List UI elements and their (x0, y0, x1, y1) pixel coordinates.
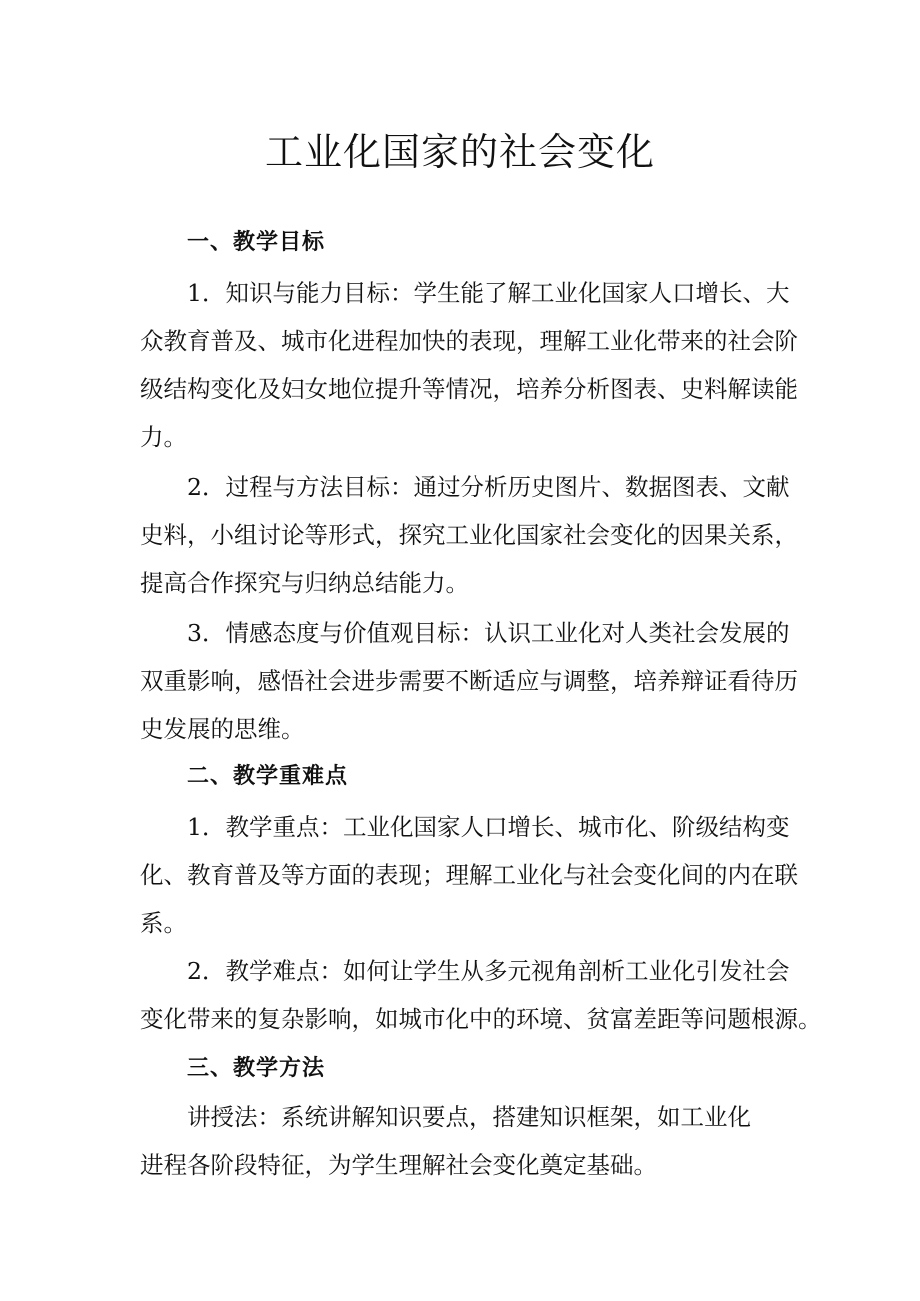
paragraph-line: 1．知识与能力目标：学生能了解工业化国家人口增长、大 (187, 279, 790, 307)
paragraph-line: 进程各阶段特征，为学生理解社会变化奠定基础。 (140, 1151, 657, 1179)
section-heading-teaching-methods: 三、教学方法 (187, 1056, 326, 1081)
paragraph-line: 化、教育普及等方面的表现；理解工业化与社会变化间的内在联 (140, 861, 798, 889)
document-title: 工业化国家的社会变化 (264, 130, 655, 174)
paragraph-line: 1．教学重点：工业化国家人口增长、城市化、阶级结构变 (187, 813, 790, 841)
paragraph-line: 力。 (140, 423, 187, 451)
paragraph-line: 3．情感态度与价值观目标：认识工业化对人类社会发展的 (187, 619, 790, 647)
paragraph-line: 变化带来的复杂影响，如城市化中的环境、贫富差距等问题根源。 (140, 1005, 822, 1033)
paragraph-line: 双重影响，感悟社会进步需要不断适应与调整，培养辩证看待历 (140, 667, 798, 695)
paragraph-line: 史料，小组讨论等形式，探究工业化国家社会变化的因果关系， (140, 521, 798, 549)
paragraph-line: 2．过程与方法目标：通过分析历史图片、数据图表、文献 (187, 473, 790, 501)
paragraph-line: 级结构变化及妇女地位提升等情况，培养分析图表、史料解读能 (140, 375, 798, 403)
paragraph-line: 系。 (140, 909, 187, 937)
paragraph-line: 2．教学难点：如何让学生从多元视角剖析工业化引发社会 (187, 957, 790, 985)
paragraph-line: 史发展的思维。 (140, 715, 305, 743)
paragraph-line: 提高合作探究与归纳总结能力。 (140, 569, 469, 597)
paragraph-line: 众教育普及、城市化进程加快的表现，理解工业化带来的社会阶 (140, 327, 798, 355)
section-heading-key-difficult-points: 二、教学重难点 (187, 764, 349, 789)
paragraph-line: 讲授法：系统讲解知识要点，搭建知识框架，如工业化 (187, 1103, 751, 1131)
section-heading-teaching-objectives: 一、教学目标 (187, 230, 326, 255)
